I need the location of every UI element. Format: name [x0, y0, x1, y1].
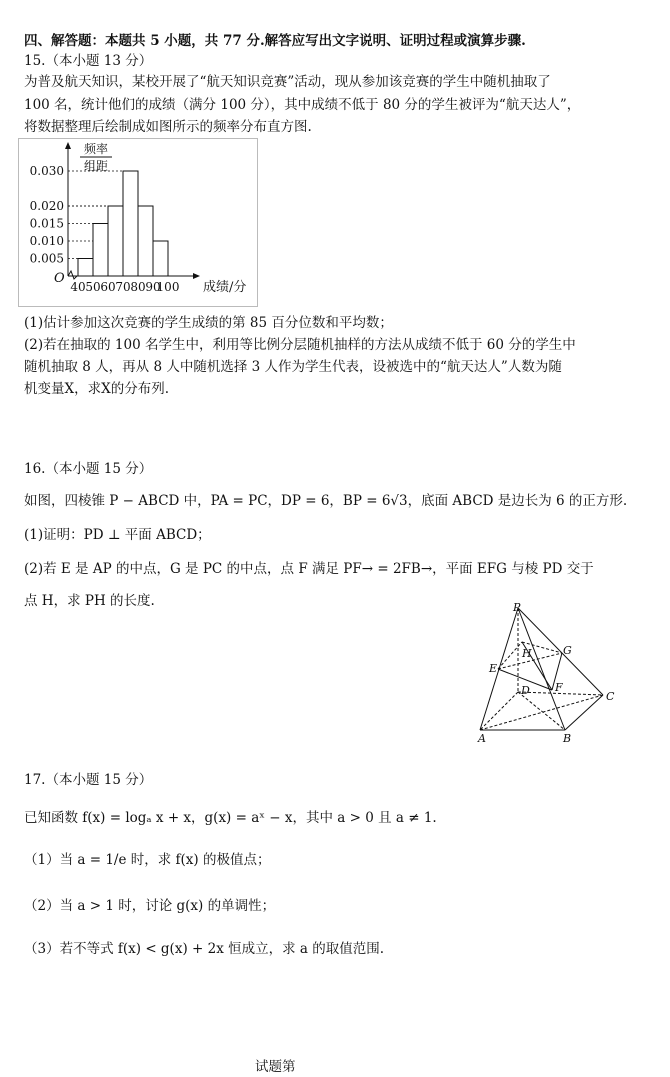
vertex-label-G: G [563, 644, 572, 657]
q15-text-line2: 100 名，统计他们的成绩（满分 100 分），其中成绩不低于 80 分的学生被评为“航天达人”， [24, 97, 581, 113]
vertex-label-A: A [478, 732, 486, 745]
y-tick-label: 0.030 [29, 164, 64, 178]
q17-intro: 已知函数 f(x) = logₐ x + x，g(x) = aˣ − x，其中 a > 0 且 a ≠ 1. [24, 810, 437, 826]
y-tick-label: 0.005 [29, 251, 64, 266]
q15-part1: (1)估计参加这次竞赛的学生成绩的第 85 百分位数和平均数； [24, 315, 393, 331]
q15-part2-line3: 机变量X，求X的分布列. [24, 381, 170, 397]
histogram-bar [93, 224, 108, 277]
frequency-histogram [18, 138, 278, 308]
q16-part1: (1)证明：PD ⊥ 平面 ABCD； [24, 527, 211, 543]
y-axis-label-numerator: 频率 [83, 142, 109, 156]
q15-part2-line2: 随机抽取 8 人，再从 8 人中随机选择 3 人作为学生代表，设被选中的“航天达人”人数为随 [24, 359, 562, 375]
y-tick-label: 0.010 [29, 234, 64, 248]
q15-text-line1: 为普及航天知识，某校开展了“航天知识竞赛”活动，现从参加该竞赛的学生中随机抽取了 [24, 74, 551, 90]
axis-break-mark [68, 271, 77, 279]
page-footer: 试题第 [255, 1059, 296, 1075]
y-axis-arrow [65, 142, 71, 149]
x-tick-label: 40 [70, 280, 86, 294]
x-axis-arrow [193, 273, 200, 279]
x-tick-label: 70 [115, 280, 131, 294]
vertex-label-C: C [606, 690, 615, 703]
q17-part2: （2）当 a > 1 时，讨论 g(x) 的单调性； [24, 898, 276, 914]
y-tick-label: 0.020 [29, 199, 64, 213]
y-tick-label: 0.015 [29, 216, 64, 231]
x-tick-label: 50 [85, 280, 101, 294]
origin-label: O [54, 271, 65, 286]
histogram-bar [123, 171, 138, 276]
vertex-label-E: E [489, 662, 498, 675]
q16-intro: 如图，四棱锥 P − ABCD 中，PA = PC，DP = 6，BP = 6√3，底面 ABCD 是边长为 6 的正方形. [24, 493, 628, 509]
q17-part3: （3）若不等式 f(x) < g(x) + 2x 恒成立，求 a 的取值范围. [24, 941, 385, 957]
vertex-label-D: D [521, 684, 530, 697]
histogram-bar [153, 241, 168, 276]
x-tick-label: 90 [145, 280, 161, 294]
q16-part2-line1: (2)若 E 是 AP 的中点，G 是 PC 的中点，点 F 满足 PF→ = 2FB→，平面 EFG 与棱 PD 交于 [24, 561, 594, 577]
x-tick-label: 60 [100, 280, 116, 294]
q16-part2-line2: 点 H，求 PH 的长度. [24, 593, 155, 609]
x-tick-label: 100 [156, 280, 180, 294]
q15-text-line3: 将数据整理后绘制成如图所示的频率分布直方图. [24, 119, 312, 135]
x-axis-label: 成绩/分 [203, 280, 247, 295]
x-tick-label: 80 [130, 280, 146, 294]
vertex-label-F: F [555, 681, 563, 694]
q15-title: 15.（本小题 13 分） [24, 53, 153, 69]
vertex-label-P: P [513, 601, 521, 614]
q16-title: 16.（本小题 15 分） [24, 461, 153, 477]
histogram-bar [78, 259, 93, 277]
histogram-bar [138, 206, 153, 276]
q17-part1: （1）当 a = 1/e 时，求 f(x) 的极值点； [24, 852, 271, 868]
section-header: 四、解答题：本题共 5 小题，共 77 分.解答应写出文字说明、证明过程或演算步骤. [24, 33, 526, 49]
y-axis-label-denominator: 组距 [83, 159, 109, 173]
q17-title: 17.（本小题 15 分） [24, 772, 153, 788]
vertex-label-H: H [522, 647, 532, 660]
vertex-label-B: B [563, 732, 572, 745]
pyramid-figure [470, 600, 630, 745]
q15-part2-line1: (2)若在抽取的 100 名学生中，利用等比例分层随机抽样的方法从成绩不低于 60 分的学生中 [24, 337, 576, 353]
histogram-bar [108, 206, 123, 276]
